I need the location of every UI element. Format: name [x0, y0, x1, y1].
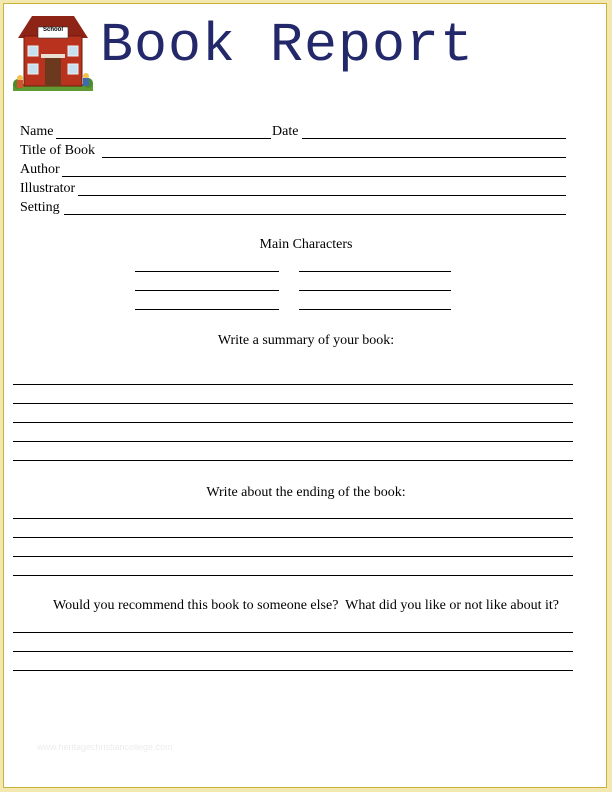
ending-prompt: Write about the ending of the book:: [206, 485, 406, 500]
summary-line[interactable]: [13, 441, 573, 442]
summary-prompt: Write a summary of your book:: [217, 333, 395, 348]
page-title: Book Report: [100, 14, 475, 77]
character-line[interactable]: [135, 290, 279, 291]
ending-line[interactable]: [13, 556, 573, 557]
character-line[interactable]: [135, 309, 279, 310]
summary-line[interactable]: [13, 422, 573, 423]
character-line[interactable]: [299, 271, 451, 272]
date-line[interactable]: [302, 138, 566, 139]
recommend-prompt: Would you recommend this book to someone else? What did you like or not like about it?: [52, 598, 560, 613]
setting-line[interactable]: [64, 214, 566, 215]
author-line[interactable]: [62, 176, 566, 177]
character-line[interactable]: [299, 309, 451, 310]
title-of-book-line[interactable]: [102, 157, 566, 158]
school-sign-text: School: [42, 27, 63, 33]
name-line[interactable]: [56, 138, 271, 139]
worksheet-page: [3, 3, 607, 788]
ending-line[interactable]: [13, 518, 573, 519]
summary-line[interactable]: [13, 403, 573, 404]
illustrator-label: Illustrator: [20, 181, 76, 196]
main-characters-heading: Main Characters: [259, 237, 353, 252]
setting-label: Setting: [20, 200, 60, 215]
ending-line[interactable]: [13, 575, 573, 576]
character-line[interactable]: [135, 271, 279, 272]
author-label: Author: [20, 162, 60, 177]
watermark: www.heritagechristiancollege.com: [37, 742, 173, 752]
schoolhouse-icon: [10, 8, 96, 92]
date-label: Date: [272, 124, 299, 139]
title-of-book-label: Title of Book: [20, 143, 95, 158]
recommend-line[interactable]: [13, 632, 573, 633]
character-line[interactable]: [299, 290, 451, 291]
recommend-line[interactable]: [13, 651, 573, 652]
ending-line[interactable]: [13, 537, 573, 538]
summary-line[interactable]: [13, 384, 573, 385]
summary-line[interactable]: [13, 460, 573, 461]
recommend-line[interactable]: [13, 670, 573, 671]
illustrator-line[interactable]: [78, 195, 566, 196]
name-label: Name: [20, 124, 54, 139]
